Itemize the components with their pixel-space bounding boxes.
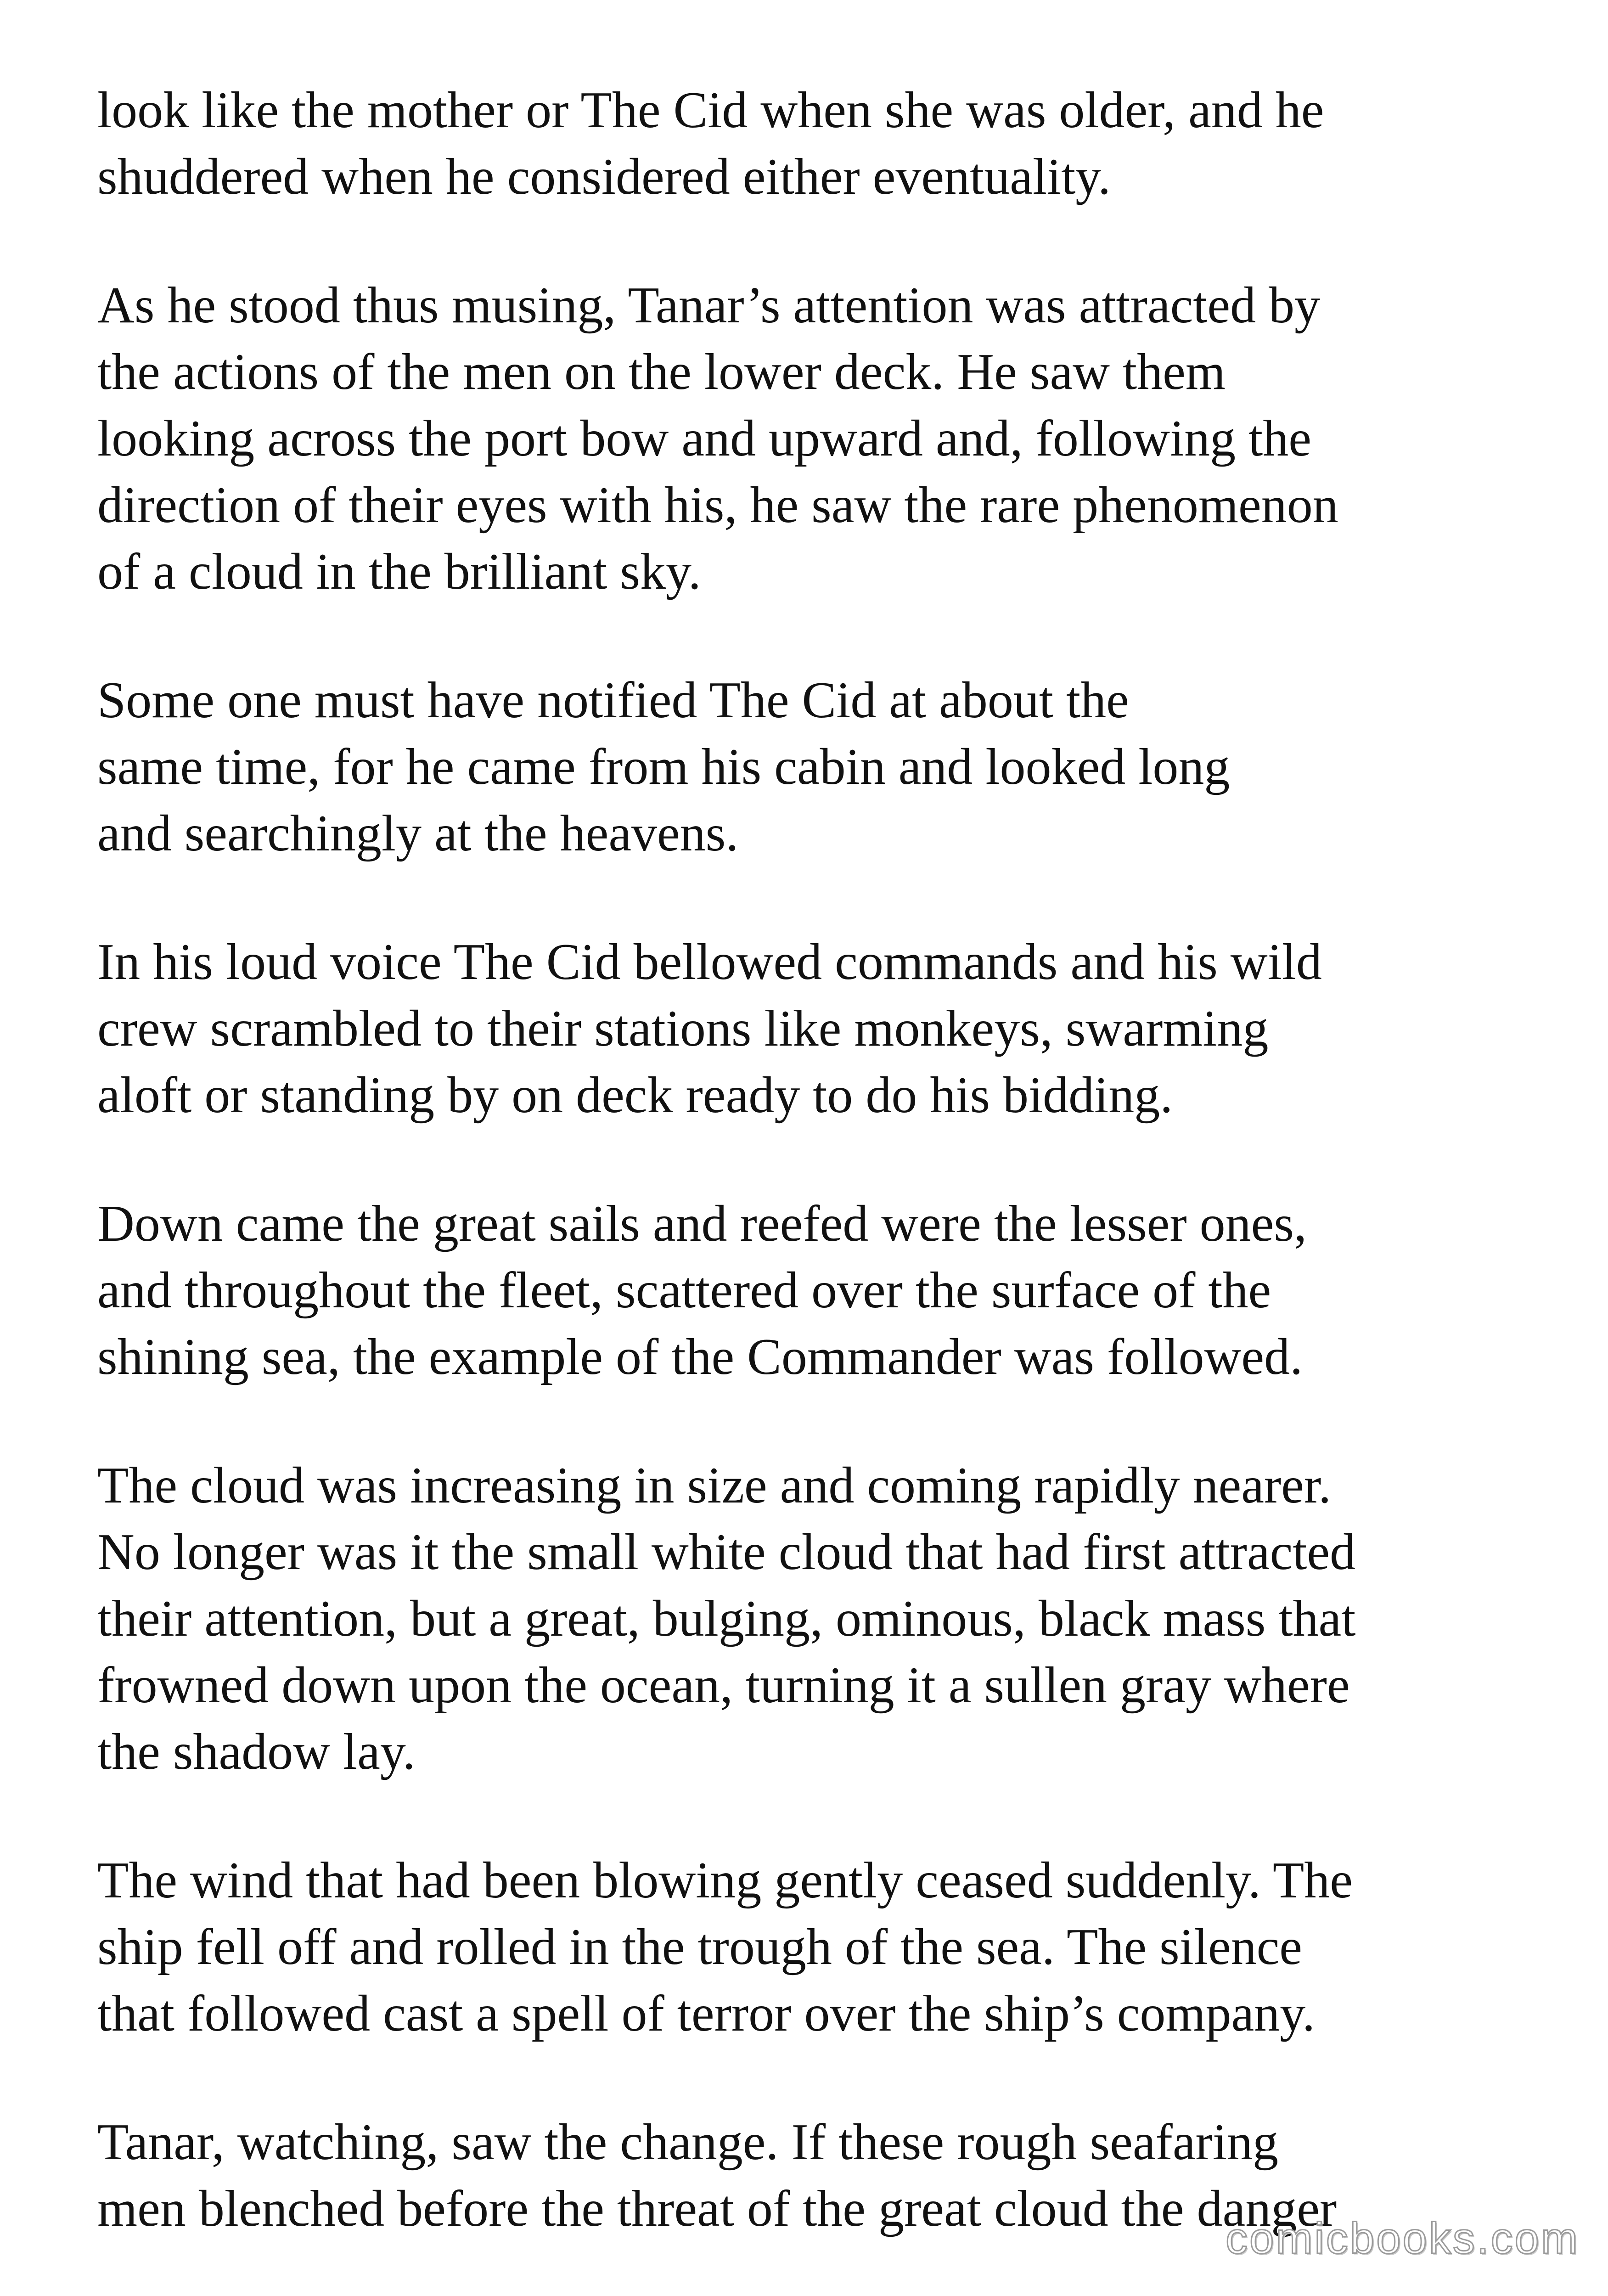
text-line: same time, for he came from his cabin and looked long	[97, 738, 1230, 795]
text-line: In his loud voice The Cid bellowed commands and his wild	[97, 934, 1322, 990]
site-watermark: comicbooks.com	[1226, 2214, 1580, 2263]
text-line: their attention, but a great, bulging, ominous, black mass that	[97, 1590, 1356, 1647]
text-line: crew scrambled to their stations like monkeys, swarming	[97, 1000, 1269, 1057]
text-line: aloft or standing by on deck ready to do his bidding.	[97, 1067, 1173, 1124]
paragraph-4	[97, 929, 1567, 1129]
text-line: men blenched before the threat of the great cloud the danger	[97, 2180, 1337, 2237]
text-line: As he stood thus musing, Tanar’s attention was attracted by	[97, 277, 1321, 334]
text-line: of a cloud in the brilliant sky.	[97, 543, 701, 600]
text-line: Tanar, watching, saw the change. If these rough seafaring	[97, 2114, 1278, 2171]
paragraph-1	[97, 77, 1567, 210]
text-line: No longer was it the small white cloud that had first attracted	[97, 1524, 1356, 1581]
paragraph-5	[97, 1191, 1567, 1390]
text-line: direction of their eyes with his, he saw the rare phenomenon	[97, 477, 1338, 534]
text-line: Down came the great sails and reefed were the lesser ones,	[97, 1195, 1307, 1252]
paragraph-3	[97, 667, 1567, 867]
paragraph-6	[97, 1452, 1567, 1785]
paragraph-7	[97, 1847, 1567, 2047]
text-line: The cloud was increasing in size and coming rapidly nearer.	[97, 1457, 1332, 1514]
text-line: look like the mother or The Cid when she was older, and he	[97, 82, 1324, 139]
text-line: the shadow lay.	[97, 1723, 416, 1780]
text-line: frowned down upon the ocean, turning it a sullen gray where	[97, 1657, 1350, 1714]
text-line: The wind that had been blowing gently ceased suddenly. The	[97, 1852, 1353, 1909]
text-line: looking across the port bow and upward and, following the	[97, 410, 1311, 467]
text-column	[97, 77, 1567, 2296]
text-line: and searchingly at the heavens.	[97, 805, 739, 862]
text-line: that followed cast a spell of terror over the ship’s company.	[97, 1985, 1315, 2042]
text-line: the actions of the men on the lower deck. He saw them	[97, 343, 1226, 400]
text-line: shuddered when he considered either eventuality.	[97, 148, 1111, 205]
text-line: and throughout the fleet, scattered over the surface of the	[97, 1262, 1271, 1319]
text-line: ship fell off and rolled in the trough of the sea. The silence	[97, 1919, 1303, 1975]
text-line: shining sea, the example of the Commander was followed.	[97, 1328, 1303, 1385]
text-line: Some one must have notified The Cid at about the	[97, 672, 1129, 729]
paragraph-2	[97, 272, 1567, 605]
